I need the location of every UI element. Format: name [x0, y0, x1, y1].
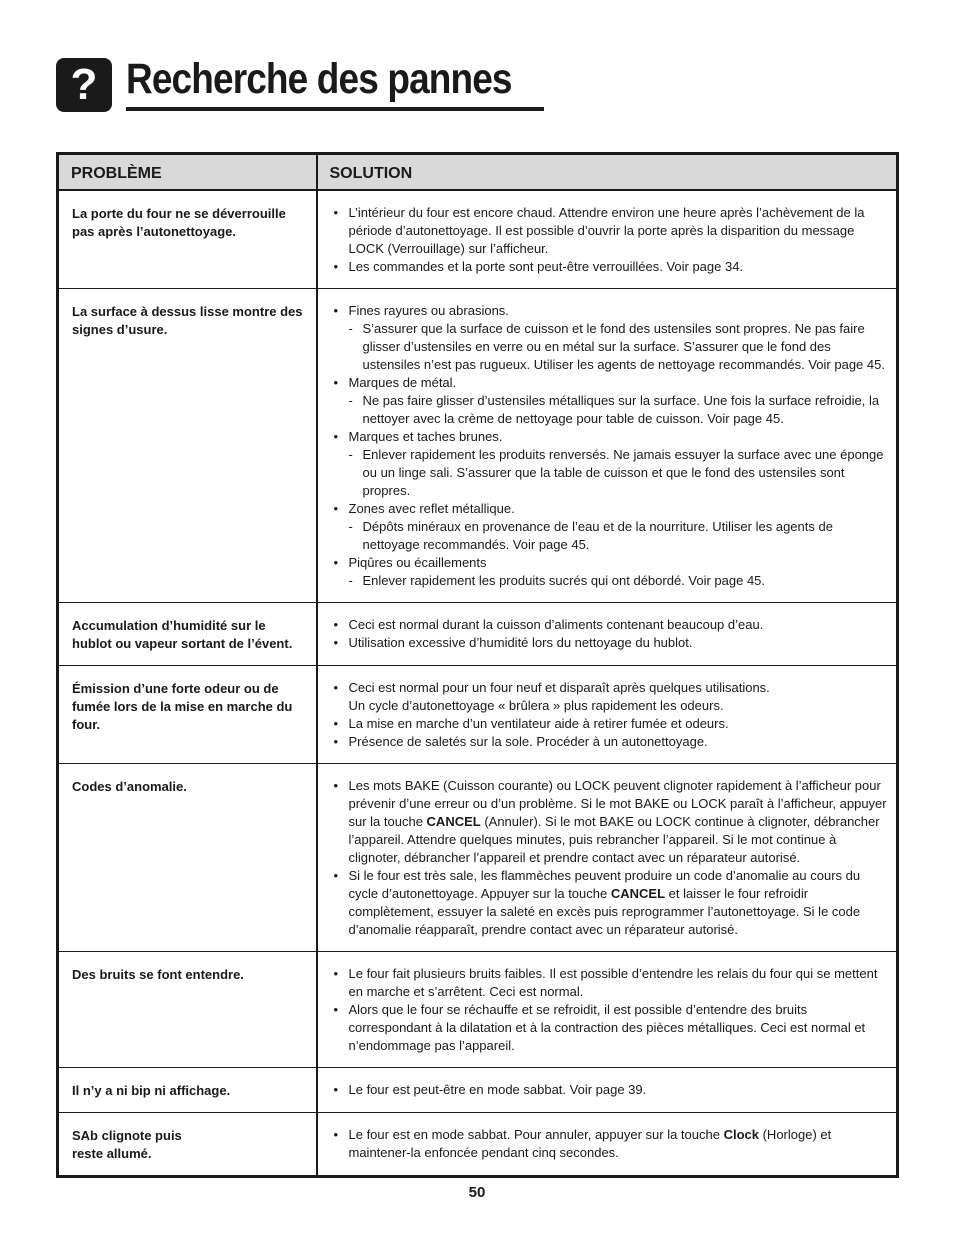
table-row — [58, 1068, 898, 1113]
table-row — [58, 1113, 898, 1177]
solution-subitem: - Enlever rapidement les produits sucrés qui ont débordé. Voir page 45. — [349, 572, 891, 590]
solution-text: Marques de métal. — [348, 375, 457, 390]
solution-sublist — [349, 572, 891, 590]
solution-item — [332, 374, 891, 428]
problem-text: Émission d’une forte odeur ou de fumée lors de la mise en marche du four. — [72, 681, 293, 732]
solution-text: Le four fait plusieurs bruits faibles. Il est possible d’entendre les relais du four qui se mettent en marche et s’arrêtent. Ceci est normal. — [348, 966, 878, 999]
problem-cell — [58, 190, 317, 289]
solution-text: L’intérieur du four est encore chaud. Attendre environ une heure après l’achèvement de la période d’autonettoyage. Il est possible d’ouvrir la porte après la disparition du message LOCK (Verrouillage) sur l’afficheur. — [348, 205, 865, 256]
problem-text: Des bruits se font entendre. — [72, 967, 244, 982]
page-header — [56, 52, 512, 116]
solution-cell — [317, 952, 898, 1068]
solution-item — [332, 679, 891, 715]
key-name: Clock — [723, 1127, 759, 1142]
problem-column-header: PROBLÈME — [58, 154, 317, 191]
title-underline — [126, 107, 544, 111]
table-row — [58, 190, 898, 289]
solution-item — [332, 428, 891, 500]
solution-cell — [317, 666, 898, 764]
problem-cell — [58, 764, 317, 952]
solution-text: Marques et taches brunes. — [348, 429, 503, 444]
solution-cell — [317, 1068, 898, 1113]
solution-text: Fines rayures ou abrasions. — [348, 303, 509, 318]
solution-item — [332, 616, 891, 634]
solution-subitem: - S’assurer que la surface de cuisson et le fond des ustensiles sont propres. Ne pas faire glisser d’ustensiles en verre ou en métal sur la surface. S’assurer que le fond des ustensiles n’est pas rugueux. Utiliser les agents de nettoyage recommandés. Voir page 45. — [349, 320, 891, 374]
problem-text-line2: reste allumé. — [72, 1146, 152, 1161]
solution-cell — [317, 603, 898, 666]
solution-cell — [317, 764, 898, 952]
problem-text: Codes d’anomalie. — [72, 779, 187, 794]
problem-cell — [58, 1068, 317, 1113]
troubleshooting-table — [56, 152, 899, 1178]
problem-cell — [58, 666, 317, 764]
solution-item — [332, 733, 891, 751]
key-name: CANCEL — [426, 814, 481, 829]
solution-list — [332, 1126, 891, 1162]
question-mark-icon: ? — [56, 58, 112, 112]
page-title: Recherche des pannes — [126, 55, 512, 103]
table-row — [58, 764, 898, 952]
problem-cell — [58, 603, 317, 666]
solution-item — [332, 204, 891, 258]
solution-item — [332, 867, 891, 939]
solution-text: Alors que le four se réchauffe et se refroidit, il est possible d’entendre des bruits correspondant à la dilatation et à la contraction des pièces métalliques. Ceci est normal et n’endommage pas l’appareil. — [348, 1002, 866, 1053]
problem-text: Accumulation d’humidité sur le hublot ou vapeur sortant de l’évent. — [72, 618, 293, 651]
solution-text: Présence de saletés sur la sole. Procéder à un autonettoyage. — [348, 734, 708, 749]
solution-item — [332, 965, 891, 1001]
solution-text: et laisser le four refroidir complètement, essuyer la saleté en excès puis reprogrammer l’autonettoyage. Si le code d’anomalie réapparaît, prendre contact avec un réparateur autorisé. — [348, 886, 861, 937]
solution-item — [332, 1081, 891, 1099]
solution-list — [332, 1081, 891, 1099]
solution-item — [332, 1126, 891, 1162]
problem-cell — [58, 1113, 317, 1177]
solution-item — [332, 302, 891, 374]
problem-text: La porte du four ne se déverrouille pas après l’autonettoyage. — [72, 206, 286, 239]
solution-sublist — [349, 518, 891, 554]
solution-text: Si le four est très sale, les flammèches peuvent produire un code d’anomalie au cours du cycle d’autonettoyage. Appuyer sur la touche — [348, 868, 861, 901]
solution-item — [332, 777, 891, 867]
solution-list — [332, 204, 891, 276]
solution-cell — [317, 289, 898, 603]
problem-cell — [58, 952, 317, 1068]
table-row — [58, 952, 898, 1068]
problem-cell — [58, 289, 317, 603]
solution-text: Le four est peut-être en mode sabbat. Voir page 39. — [348, 1082, 647, 1097]
solution-text: Ceci est normal durant la cuisson d’aliments contenant beaucoup d’eau. — [348, 617, 764, 632]
key-name: CANCEL — [610, 886, 666, 901]
solution-column-header: SOLUTION — [317, 154, 898, 191]
table-row — [58, 603, 898, 666]
solution-text: Les mots BAKE (Cuisson courante) ou LOCK peuvent clignoter rapidement à l’afficheur pour prévenir d’une erreur ou d’un problème. Si le mot BAKE ou LOCK paraît à l’afficheur, appuyer sur la touche — [348, 778, 887, 829]
problem-text: Il n’y a ni bip ni affichage. — [72, 1083, 231, 1098]
solution-item — [332, 634, 891, 652]
solution-list — [332, 302, 891, 590]
solution-item — [332, 258, 891, 276]
solution-item — [332, 1001, 891, 1055]
table-header-row — [58, 154, 898, 191]
solution-list — [332, 965, 891, 1055]
table-row — [58, 666, 898, 764]
table-row — [58, 289, 898, 603]
solution-sublist — [349, 446, 891, 500]
solution-list — [332, 777, 891, 939]
solution-text: Utilisation excessive d’humidité lors du nettoyage du hublot. — [348, 635, 693, 650]
solution-text: Zones avec reflet métallique. — [348, 501, 515, 516]
solution-item — [332, 715, 891, 733]
solution-text: Le four est en mode sabbat. Pour annuler, appuyer sur la touche — [348, 1127, 724, 1142]
solution-subitem: - Ne pas faire glisser d’ustensiles métalliques sur la surface. Une fois la surface refroidie, la nettoyer avec la crème de nettoyage pour table de cuisson. Voir page 45. — [349, 392, 891, 428]
solution-subitem: - Enlever rapidement les produits renversés. Ne jamais essuyer la surface avec une éponge ou un linge sali. S’assurer que la table de cuisson et que le fond des ustensiles sont propres. — [349, 446, 891, 500]
solution-cell — [317, 190, 898, 289]
solution-text: (Annuler). Si le mot BAKE ou LOCK continue à clignoter, débrancher l’appareil. Attendre quelques minutes, puis rebrancher l’appareil. Si le mot continue à clignoter, débrancher l’appareil et prendre contact avec un réparateur autorisé. — [348, 814, 880, 865]
solution-list — [332, 616, 891, 652]
solution-item — [332, 554, 891, 590]
solution-list — [332, 679, 891, 751]
solution-text: Les commandes et la porte sont peut-être verrouillées. Voir page 34. — [348, 259, 744, 274]
solution-text-line2: Un cycle d’autonettoyage « brûlera » plus rapidement les odeurs. — [348, 698, 724, 713]
solution-text: Piqûres ou écaillements — [348, 555, 487, 570]
solution-item — [332, 500, 891, 554]
solution-sublist — [349, 392, 891, 428]
solution-subitem: - Dépôts minéraux en provenance de l’eau et de la nourriture. Utiliser les agents de nettoyage recommandés. Voir page 45. — [349, 518, 891, 554]
solution-text: Ceci est normal pour un four neuf et disparaît après quelques utilisations. — [348, 680, 770, 695]
solution-text: (Horloge) et maintener-la enfoncée pendant cinq secondes. — [348, 1127, 832, 1160]
solution-cell — [317, 1113, 898, 1177]
problem-text: La surface à dessus lisse montre des signes d’usure. — [72, 304, 303, 337]
solution-text: La mise en marche d’un ventilateur aide à retirer fumée et odeurs. — [348, 716, 729, 731]
problem-text: SAb clignote puis — [72, 1128, 182, 1143]
solution-sublist — [349, 320, 891, 374]
page-number: 50 — [468, 1184, 486, 1201]
